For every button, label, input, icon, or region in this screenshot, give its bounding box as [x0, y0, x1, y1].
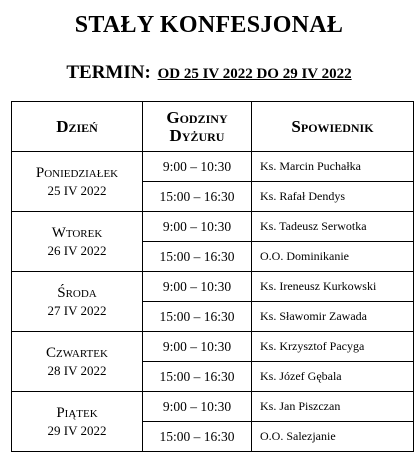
day-cell	[12, 272, 143, 332]
table-header-row	[12, 102, 414, 152]
day-cell	[12, 332, 143, 392]
hours-cell: 15:00 – 16:30	[143, 242, 252, 272]
confessor-cell: Ks. Józef Gębala	[252, 362, 414, 392]
day-date: 26 IV 2022	[47, 242, 107, 258]
confessor-cell: O.O. Dominikanie	[252, 242, 414, 272]
term-line	[0, 62, 418, 84]
term-label: TERMIN:	[66, 62, 151, 83]
confessor-cell: Ks. Krzysztof Pacyga	[252, 332, 414, 362]
confessor-cell: Ks. Rafał Dendys	[252, 182, 414, 212]
day-name: Czwartek	[46, 344, 108, 361]
confessor-cell: Ks. Ireneusz Kurkowski	[252, 272, 414, 302]
day-date: 28 IV 2022	[47, 362, 107, 378]
day-cell	[12, 212, 143, 272]
table-row	[12, 392, 414, 422]
day-cell	[12, 152, 143, 212]
day-name: Wtorek	[51, 224, 103, 241]
hours-cell: 15:00 – 16:30	[143, 422, 252, 452]
confessor-cell: Ks. Sławomir Zawada	[252, 302, 414, 332]
hours-cell: 9:00 – 10:30	[143, 212, 252, 242]
header-day: Dzień	[12, 102, 143, 152]
day-name: Środa	[57, 284, 97, 301]
header-confessor: Spowiednik	[252, 102, 414, 152]
day-name: Piątek	[56, 404, 98, 421]
day-cell	[12, 392, 143, 452]
confessor-cell: Ks. Jan Piszczan	[252, 392, 414, 422]
table-row	[12, 152, 414, 182]
hours-cell: 9:00 – 10:30	[143, 392, 252, 422]
day-date: 27 IV 2022	[47, 302, 107, 318]
hours-cell: 9:00 – 10:30	[143, 272, 252, 302]
header-hours: Godziny Dyżuru	[143, 102, 252, 152]
hours-cell: 9:00 – 10:30	[143, 152, 252, 182]
confessor-cell: Ks. Tadeusz Serwotka	[252, 212, 414, 242]
schedule-table	[11, 101, 414, 452]
table-row	[12, 212, 414, 242]
day-name: Poniedziałek	[35, 164, 119, 181]
day-date: 29 IV 2022	[47, 422, 107, 438]
table-row	[12, 272, 414, 302]
confessor-cell: O.O. Salezjanie	[252, 422, 414, 452]
page-title: STAŁY KONFESJONAŁ	[74, 12, 344, 38]
term-range: OD 25 IV 2022 DO 29 IV 2022	[157, 66, 352, 82]
hours-cell: 9:00 – 10:30	[143, 332, 252, 362]
schedule-body	[12, 152, 414, 452]
confessor-cell: Ks. Marcin Puchałka	[252, 152, 414, 182]
hours-cell: 15:00 – 16:30	[143, 362, 252, 392]
hours-cell: 15:00 – 16:30	[143, 302, 252, 332]
day-date: 25 IV 2022	[47, 182, 107, 198]
table-row	[12, 332, 414, 362]
hours-cell: 15:00 – 16:30	[143, 182, 252, 212]
